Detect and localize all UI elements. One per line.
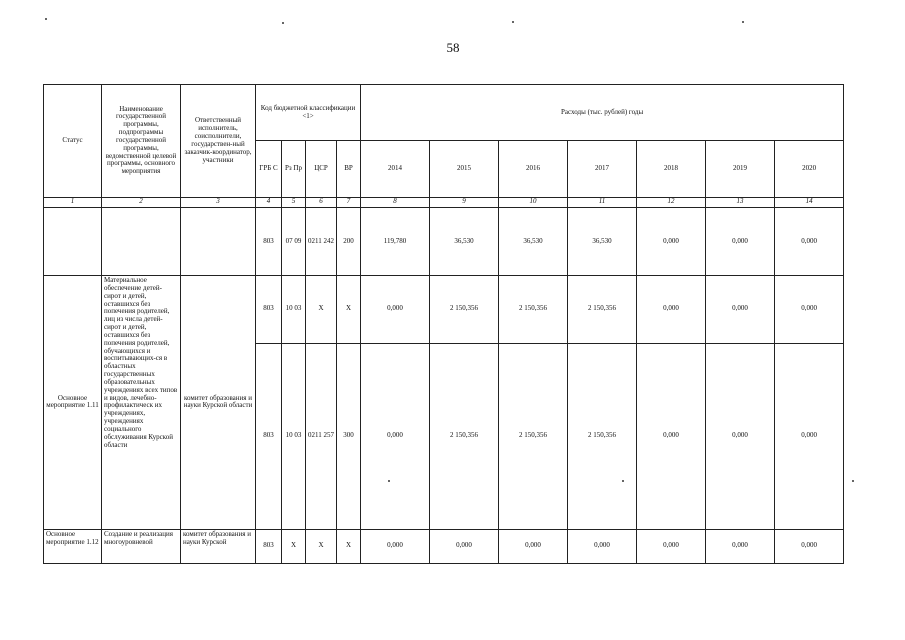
value-cell: 36,530 — [430, 207, 499, 275]
vr-cell: 300 — [337, 343, 361, 529]
value-cell: 0,000 — [706, 529, 775, 563]
value-cell: 36,530 — [499, 207, 568, 275]
column-number: 14 — [775, 197, 844, 207]
value-cell: 0,000 — [775, 529, 844, 563]
value-cell: 2 150,356 — [499, 343, 568, 529]
grbs-cell: 803 — [256, 529, 282, 563]
value-cell: 0,000 — [361, 529, 430, 563]
value-cell: 0,000 — [499, 529, 568, 563]
value-cell: 0,000 — [637, 276, 706, 343]
rzpr-cell: 07 09 — [282, 207, 306, 275]
executor-cell: комитет образования и науки Курской — [181, 529, 256, 563]
header-status: Статус — [44, 85, 102, 198]
header-year: 2020 — [775, 141, 844, 197]
header-budget-code: Код бюджетной классификации <1> — [256, 85, 361, 141]
value-cell: 2 150,356 — [568, 343, 637, 529]
value-cell: 0,000 — [637, 529, 706, 563]
table-row — [44, 276, 844, 343]
column-number: 13 — [706, 197, 775, 207]
column-number: 12 — [637, 197, 706, 207]
value-cell: 0,000 — [568, 529, 637, 563]
value-cell: 0,000 — [637, 343, 706, 529]
column-number: 5 — [282, 197, 306, 207]
header-expenses: Расходы (тыс. рублей) годы — [361, 85, 844, 141]
grbs-cell: 803 — [256, 276, 282, 343]
column-number: 3 — [181, 197, 256, 207]
rzpr-cell: 10 03 — [282, 343, 306, 529]
value-cell: 2 150,356 — [568, 276, 637, 343]
value-cell: 0,000 — [775, 343, 844, 529]
column-number: 9 — [430, 197, 499, 207]
column-number: 7 — [337, 197, 361, 207]
header-year: 2019 — [706, 141, 775, 197]
rzpr-cell: 10 03 — [282, 276, 306, 343]
csr-cell: X — [306, 529, 337, 563]
executor-cell — [181, 207, 256, 275]
column-number: 6 — [306, 197, 337, 207]
vr-cell: 200 — [337, 207, 361, 275]
page-number: 58 — [446, 40, 460, 55]
csr-cell: X — [306, 276, 337, 343]
column-number: 1 — [44, 197, 102, 207]
column-number: 11 — [568, 197, 637, 207]
program-name-cell: Материальное обеспечение детей-сирот и детей, оставшихся без попечения родителей, лиц из числа детей-сирот и детей, оставшихся без попечения родителей, обучающихся и воспитывающих-ся в областных государственных образовательных учреждениях всех типов и видов, лечебно-профилактическ их учреждениях, учреждениях социального обслуживания Курской области — [102, 276, 181, 530]
header-csr: ЦСР — [306, 141, 337, 197]
table-row — [44, 207, 844, 275]
value-cell: 2 150,356 — [499, 276, 568, 343]
column-number: 2 — [102, 197, 181, 207]
budget-table — [43, 84, 844, 564]
value-cell: 0,000 — [706, 343, 775, 529]
header-grbs: ГРБ С — [256, 141, 282, 197]
column-number: 10 — [499, 197, 568, 207]
header-year: 2018 — [637, 141, 706, 197]
csr-cell: 0211 257 — [306, 343, 337, 529]
status-cell — [44, 207, 102, 275]
header-year: 2016 — [499, 141, 568, 197]
program-name-cell: Создание и реализация многоуровневой — [102, 529, 181, 563]
value-cell: 119,780 — [361, 207, 430, 275]
status-cell: Основное мероприятие 1.11 — [44, 276, 102, 530]
value-cell: 0,000 — [637, 207, 706, 275]
table-row — [44, 529, 844, 563]
header-year: 2014 — [361, 141, 430, 197]
csr-cell: 0211 242 — [306, 207, 337, 275]
value-cell: 0,000 — [361, 343, 430, 529]
rzpr-cell: X — [282, 529, 306, 563]
header-rzpr: Рз Пр — [282, 141, 306, 197]
value-cell: 0,000 — [430, 529, 499, 563]
header-program-name: Наименование государственной программы, подпрограммы государственной программы, ведомственной целевой программы, основного мероприятия — [102, 85, 181, 198]
header-year: 2015 — [430, 141, 499, 197]
value-cell: 36,530 — [568, 207, 637, 275]
vr-cell: X — [337, 276, 361, 343]
value-cell: 0,000 — [706, 276, 775, 343]
grbs-cell: 803 — [256, 207, 282, 275]
value-cell: 0,000 — [775, 207, 844, 275]
value-cell: 0,000 — [775, 276, 844, 343]
column-number-row — [44, 197, 844, 207]
column-number: 8 — [361, 197, 430, 207]
header-row-1 — [44, 85, 844, 141]
grbs-cell: 803 — [256, 343, 282, 529]
status-cell: Основное мероприятие 1.12 — [44, 529, 102, 563]
value-cell: 2 150,356 — [430, 343, 499, 529]
value-cell: 0,000 — [361, 276, 430, 343]
header-vr: ВР — [337, 141, 361, 197]
value-cell: 2 150,356 — [430, 276, 499, 343]
executor-cell: комитет образования и науки Курской области — [181, 276, 256, 530]
header-year: 2017 — [568, 141, 637, 197]
column-number: 4 — [256, 197, 282, 207]
value-cell: 0,000 — [706, 207, 775, 275]
program-name-cell — [102, 207, 181, 275]
header-executor: Ответственный исполнитель, соисполнители, государствен-ный заказчик-координатор, участники — [181, 85, 256, 198]
vr-cell: X — [337, 529, 361, 563]
